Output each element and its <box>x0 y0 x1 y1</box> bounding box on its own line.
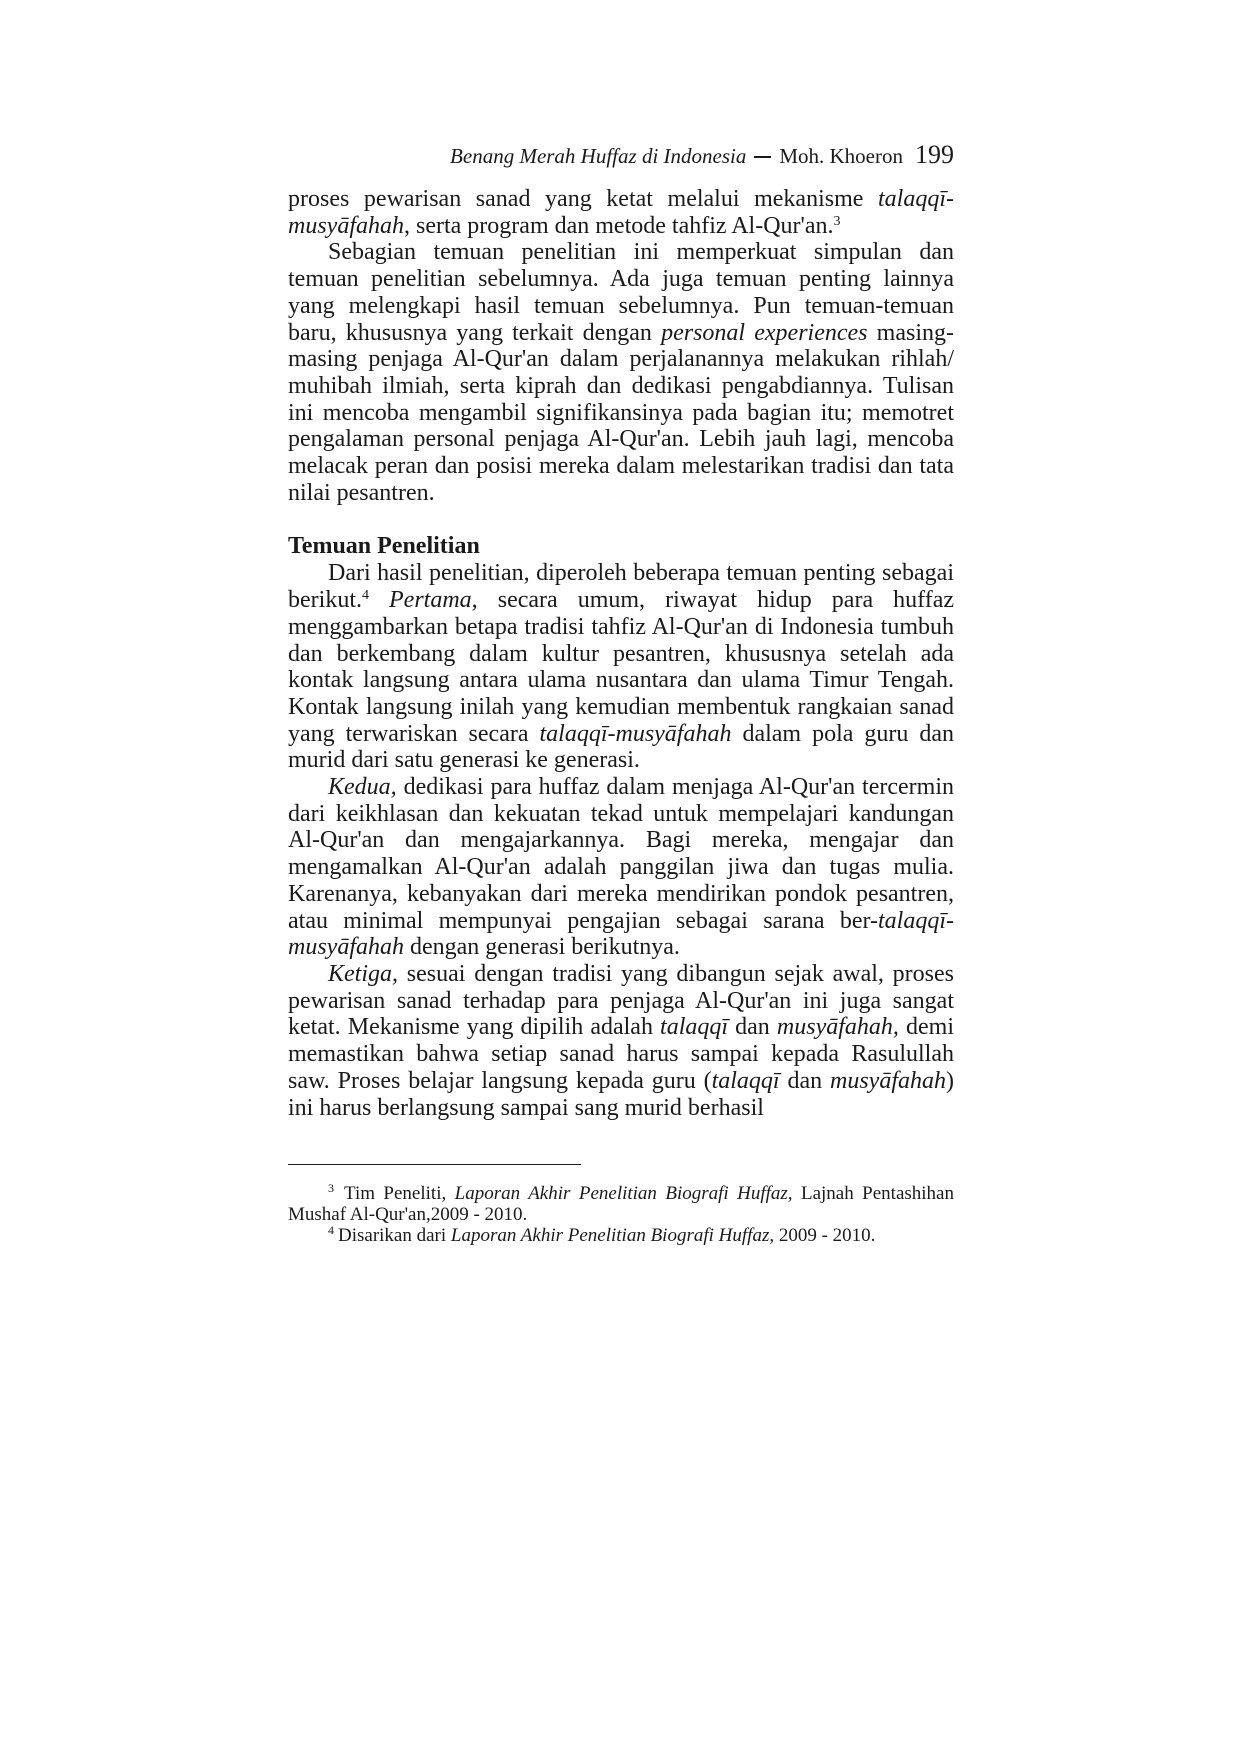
footnote-4 <box>288 1225 954 1246</box>
running-header <box>288 132 954 178</box>
book-title: Benang Merah Huffaz di Indonesia <box>450 144 747 168</box>
italic-term: musyāfahah, <box>776 1014 899 1041</box>
italic-term: talaqqī-musyāfahah <box>288 907 954 961</box>
text-span: , serta program dan metode tahfiz Al-Qur'an. <box>404 212 834 239</box>
italic-term: talaqqī <box>711 1067 780 1094</box>
italic-title: Laporan Akhir Penelitian Biografi Huffaz, <box>454 1183 793 1205</box>
text-span: ) ini harus berlangsung sampai sang murid berhasil <box>288 1067 954 1121</box>
text-span: sesuai dengan tradisi yang dibangun sejak awal, proses pewarisan sanad terhadap para penjaga Al-Qur'an ini juga sangat ketat. Mekanisme yang dipilih adalah <box>288 960 954 1041</box>
italic-term: talaqqī-musyāfahah <box>539 720 732 747</box>
section-heading: Temuan Penelitian <box>288 533 480 560</box>
text-span: 2009 - 2010. <box>774 1225 876 1247</box>
italic-term: Kedua, <box>328 774 397 801</box>
text-span: dalam pola guru dan murid dari satu generasi ke generasi. <box>288 720 955 774</box>
paragraph-3 <box>288 560 954 774</box>
text-span: masing-masing penjaga Al-Qur'an dalam perjalanannya melakukan rihlah/ muhibah ilmiah, serta kiprah dan dedikasi pengabdiannya. Tulisan ini mencoba mengambil signifikansinya pada bagian itu; memotret pengalaman personal penjaga Al-Qur'an. Lebih jauh lagi, mencoba melacak peran dan posisi mereka dalam melestarikan tradisi dan tata nilai pesantren. <box>288 319 955 506</box>
footnote-number: 3 <box>328 1181 334 1196</box>
text-span: Lajnah Pentashihan Mushaf Al-Qur'an,2009 - 2010. <box>288 1183 954 1226</box>
text-span: dedikasi para huffaz dalam menjaga Al-Qur'an tercermin dari keikhlasan dan kekuatan tekad untuk mempelajari kandungan Al-Qur'an dan mengajarkannya. Bagi mereka, mengajar dan mengamalkan Al-Qur'an adalah panggilan jiwa dan tugas mulia. Karenanya, kebanyakan dari mereka mendirikan pondok pesantren, atau minimal mempunyai pengajian sebagai sarana ber- <box>288 774 954 934</box>
footnote-ref-3[interactable]: 3 <box>833 213 841 229</box>
book-page <box>288 132 954 1246</box>
italic-term: personal experiences <box>661 319 868 346</box>
italic-term: talaqqī <box>660 1014 729 1041</box>
text-span: Disarikan dari <box>338 1225 451 1247</box>
italic-term: talaqqī-musyāfahah <box>288 186 954 239</box>
italic-term: musyāfahah <box>830 1067 946 1094</box>
text-span: dan <box>728 1014 777 1041</box>
page-number: 199 <box>915 140 954 169</box>
text-span: dengan generasi berikutnya. <box>404 934 680 961</box>
text-span: secara umum, riwayat hidup para huffaz menggambarkan betapa tradisi tahfiz Al-Qur'an di Indonesia tumbuh dan berkembang dalam kultur pesantren, khususnya setelah ada kontak langsung antara ulama nusantara dan ulama Timur Tengah. Kontak langsung inilah yang kemudian membentuk rangkaian sanad yang terwariskan secara <box>288 587 955 747</box>
footnote-number: 4 <box>328 1223 334 1238</box>
italic-term: Pertama, <box>368 587 478 614</box>
paragraph-1 <box>288 186 954 239</box>
footnote-3 <box>288 1183 954 1225</box>
paragraph-5 <box>288 961 954 1121</box>
italic-title: Laporan Akhir Penelitian Biografi Huffaz, <box>450 1225 775 1247</box>
header-dash <box>754 156 771 158</box>
paragraph-4 <box>288 774 954 961</box>
text-span: dan <box>779 1067 830 1094</box>
text-span: proses pewarisan sanad yang ketat melalui mekanisme <box>288 186 878 212</box>
text-span: Tim Peneliti, <box>344 1183 455 1205</box>
text-span: Dari hasil penelitian, diperoleh beberapa temuan penting sebagai berikut. <box>288 560 954 614</box>
italic-term: Ketiga, <box>328 960 398 987</box>
text-span: Sebagian temuan penelitian ini memperkuat simpulan dan temuan penelitian sebelumnya. Ada juga temuan penting lainnya yang melengkapi hasil temuan sebelumnya. Pun temuan-temuan baru, khususnya yang terkait dengan <box>288 239 954 346</box>
footnote-divider <box>288 1164 581 1165</box>
paragraph-2 <box>288 239 954 506</box>
footnote-ref-4[interactable]: 4 <box>361 588 369 604</box>
text-span: demi memastikan bahwa setiap sanad harus sampai kepada Rasulullah saw. Proses belajar langsung kepada guru ( <box>288 1014 954 1094</box>
author-name: Moh. Khoeron <box>779 144 903 168</box>
